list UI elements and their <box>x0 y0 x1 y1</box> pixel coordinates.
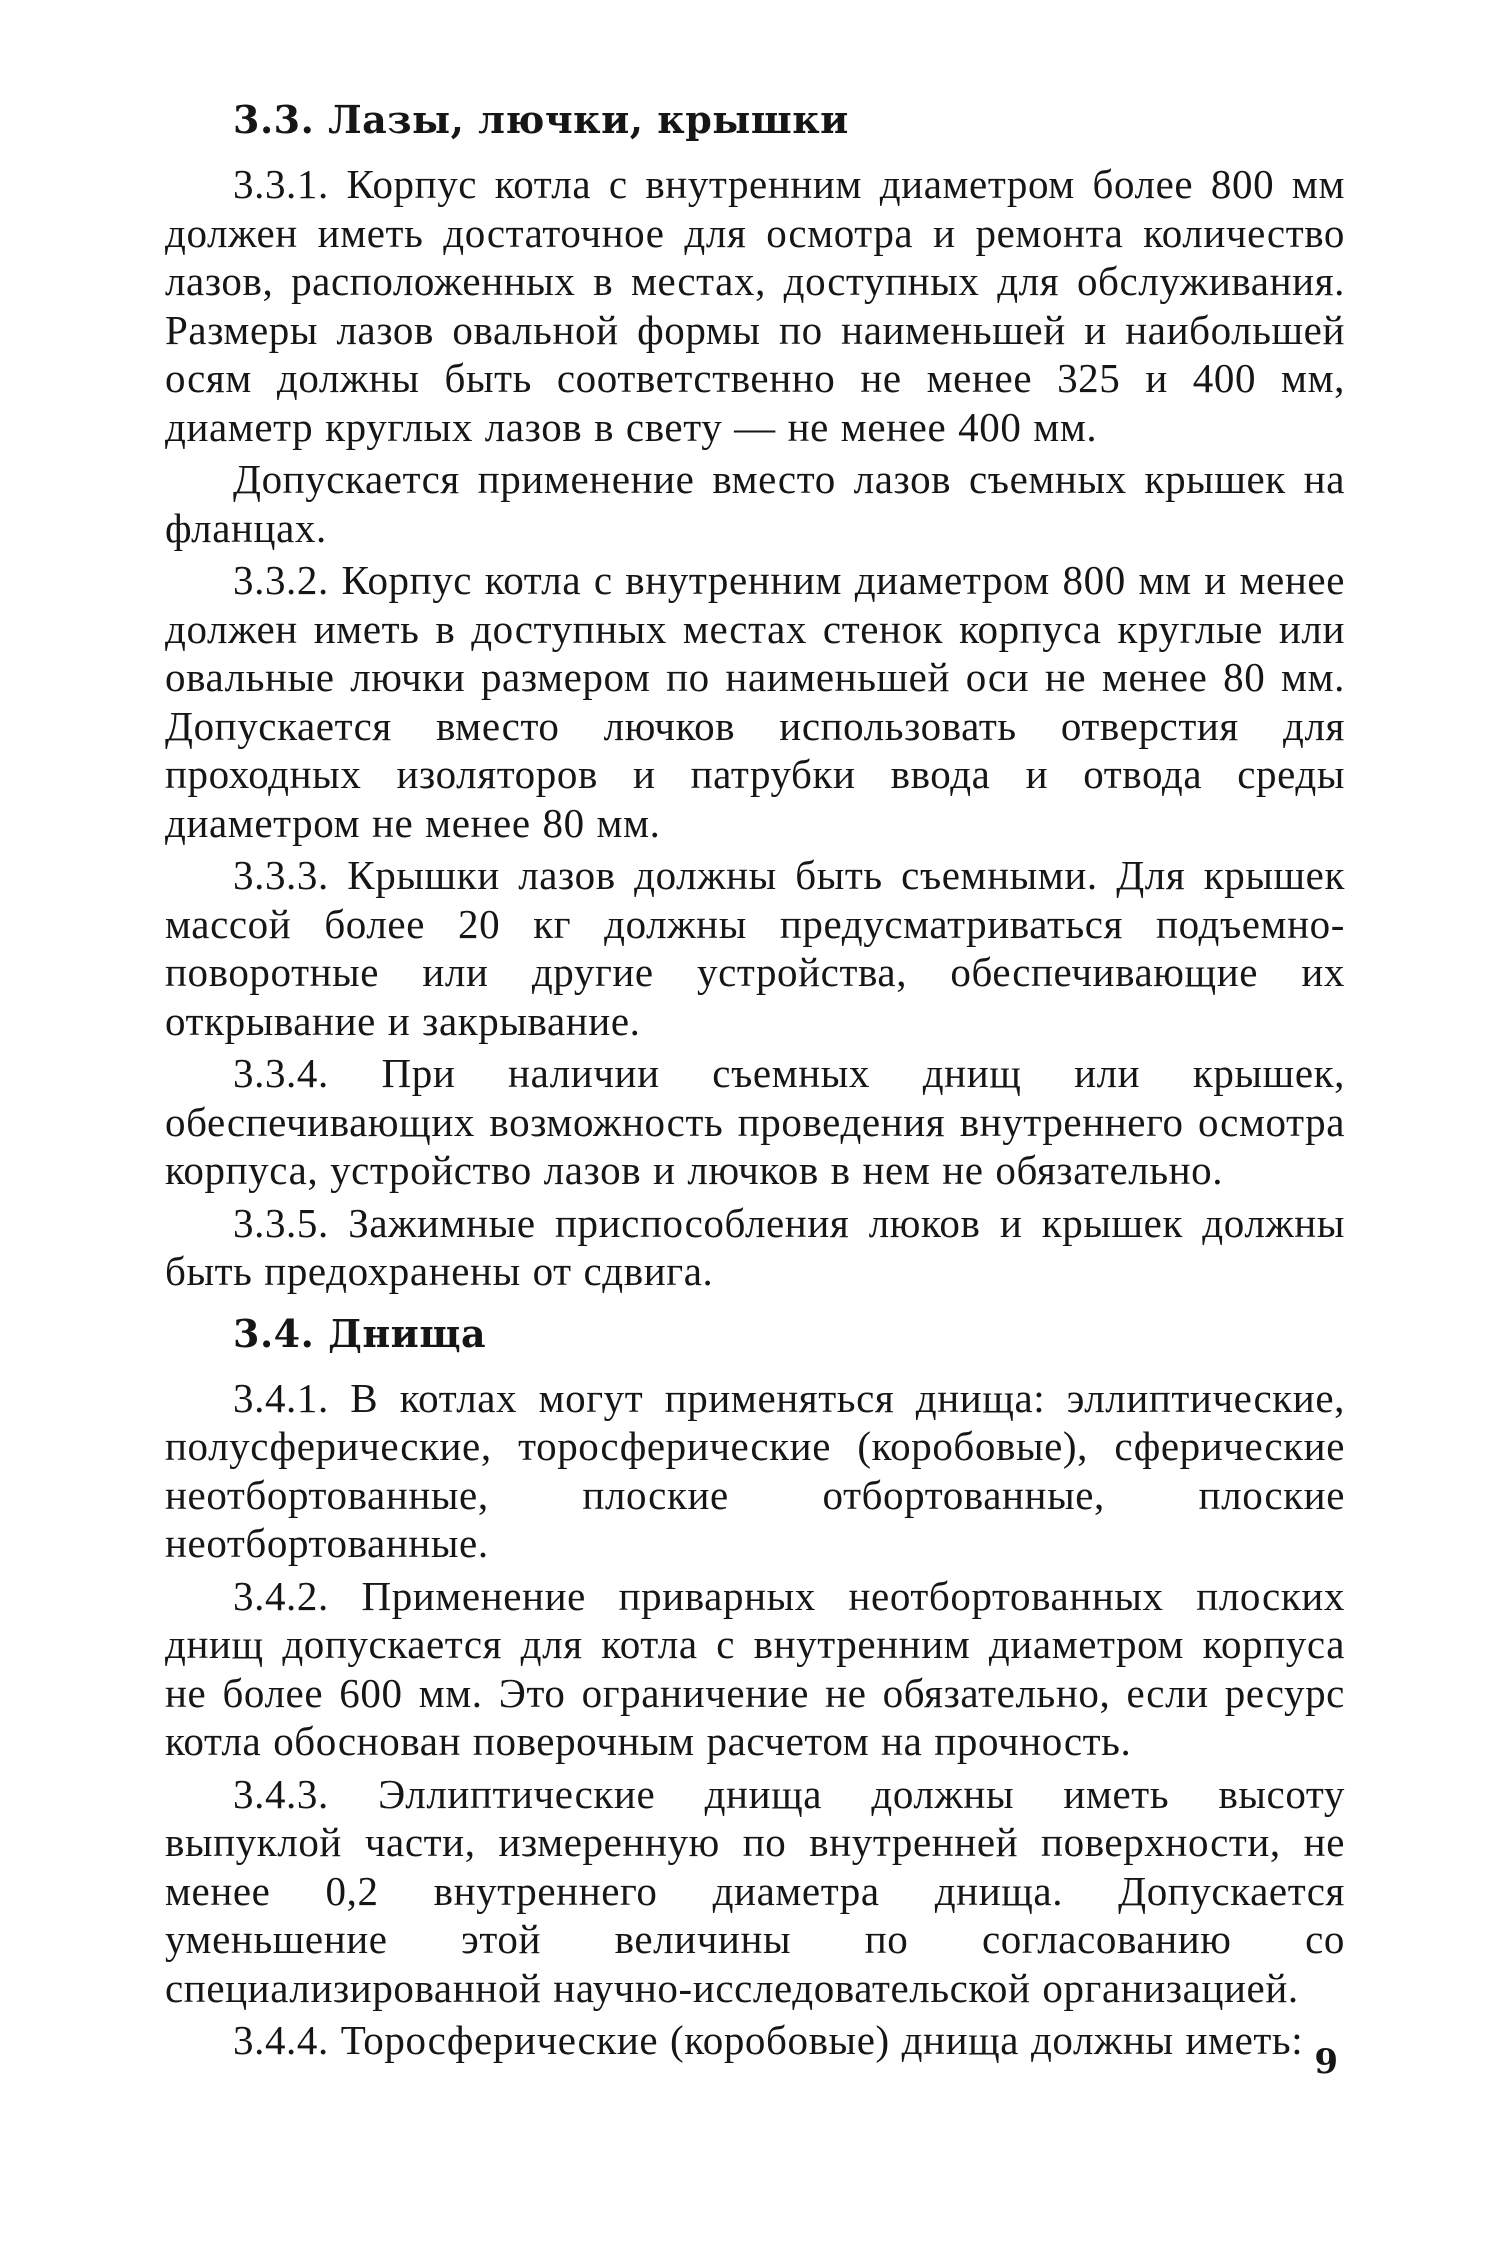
page-number: 9 <box>1314 2042 1338 2082</box>
section-heading-3-3: 3.3. Лазы, лючки, крышки <box>233 97 849 142</box>
paragraph-3-3-2: 3.3.2. Корпус котла с внутренним диаметром 800 мм и менее должен иметь в доступных местах стенок корпуса круглые или овальные лючки размером по наименьшей оси не менее 80 мм. Допускается вместо лючков использовать отверстия для проходных изоляторов и патрубки ввода и отвода среды диаметром не менее 80 мм. <box>165 557 1345 846</box>
document-page <box>165 90 1345 2170</box>
paragraph-3-3-4: 3.3.4. При наличии съемных днищ или крышек, обеспечивающих возможность проведения внутреннего осмотра корпуса, устройство лазов и лючков в нем не обязательно. <box>165 1050 1345 1193</box>
paragraph-3-3-1-note: Допускается применение вместо лазов съемных крышек на фланцах. <box>165 456 1345 551</box>
paragraph-3-3-3: 3.3.3. Крышки лазов должны быть съемными. Для крышек массой более 20 кг должны предусматриваться подъемно-поворотные или другие устройства, обеспечивающие их открывание и закрывание. <box>165 852 1345 1044</box>
section-heading-3-4: 3.4. Днища <box>233 1310 487 1356</box>
paragraph-3-4-3: 3.4.3. Эллиптические днища должны иметь высоту выпуклой части, измеренную по внутренней поверхности, не менее 0,2 внутреннего диаметра днища. Допускается уменьшение этой величины по согласованию со специализированной научно-исследовательской организацией. <box>165 1770 1345 2011</box>
paragraph-3-3-5: 3.3.5. Зажимные приспособления люков и крышек должны быть предохранены от сдвига. <box>165 1199 1345 1294</box>
paragraph-3-4-2: 3.4.2. Применение приварных неотбортованных плоских днищ допускается для котла с внутренним диаметром корпуса не более 600 мм. Это ограничение не обязательно, если ресурс котла обоснован поверочным расчетом на прочность. <box>165 1572 1345 1764</box>
paragraph-3-3-1: 3.3.1. Корпус котла с внутренним диаметром более 800 мм должен иметь достаточное для осмотра и ремонта количество лазов, расположенных в местах, доступных для обслуживания. Размеры лазов овальной формы по наименьшей и наибольшей осям должны быть соответственно не менее 325 и 400 мм, диаметр круглых лазов в свету — не менее 400 мм. <box>165 161 1345 450</box>
paragraph-3-4-1: 3.4.1. В котлах могут применяться днища: эллиптические, полусферические, торосферические (коробовые), сферические неотбортованные, плоские отбортованные, плоские неотбортованные. <box>165 1374 1345 1566</box>
paragraph-3-4-4: 3.4.4. Торосферические (коробовые) днища должны иметь: <box>233 2017 1304 2063</box>
